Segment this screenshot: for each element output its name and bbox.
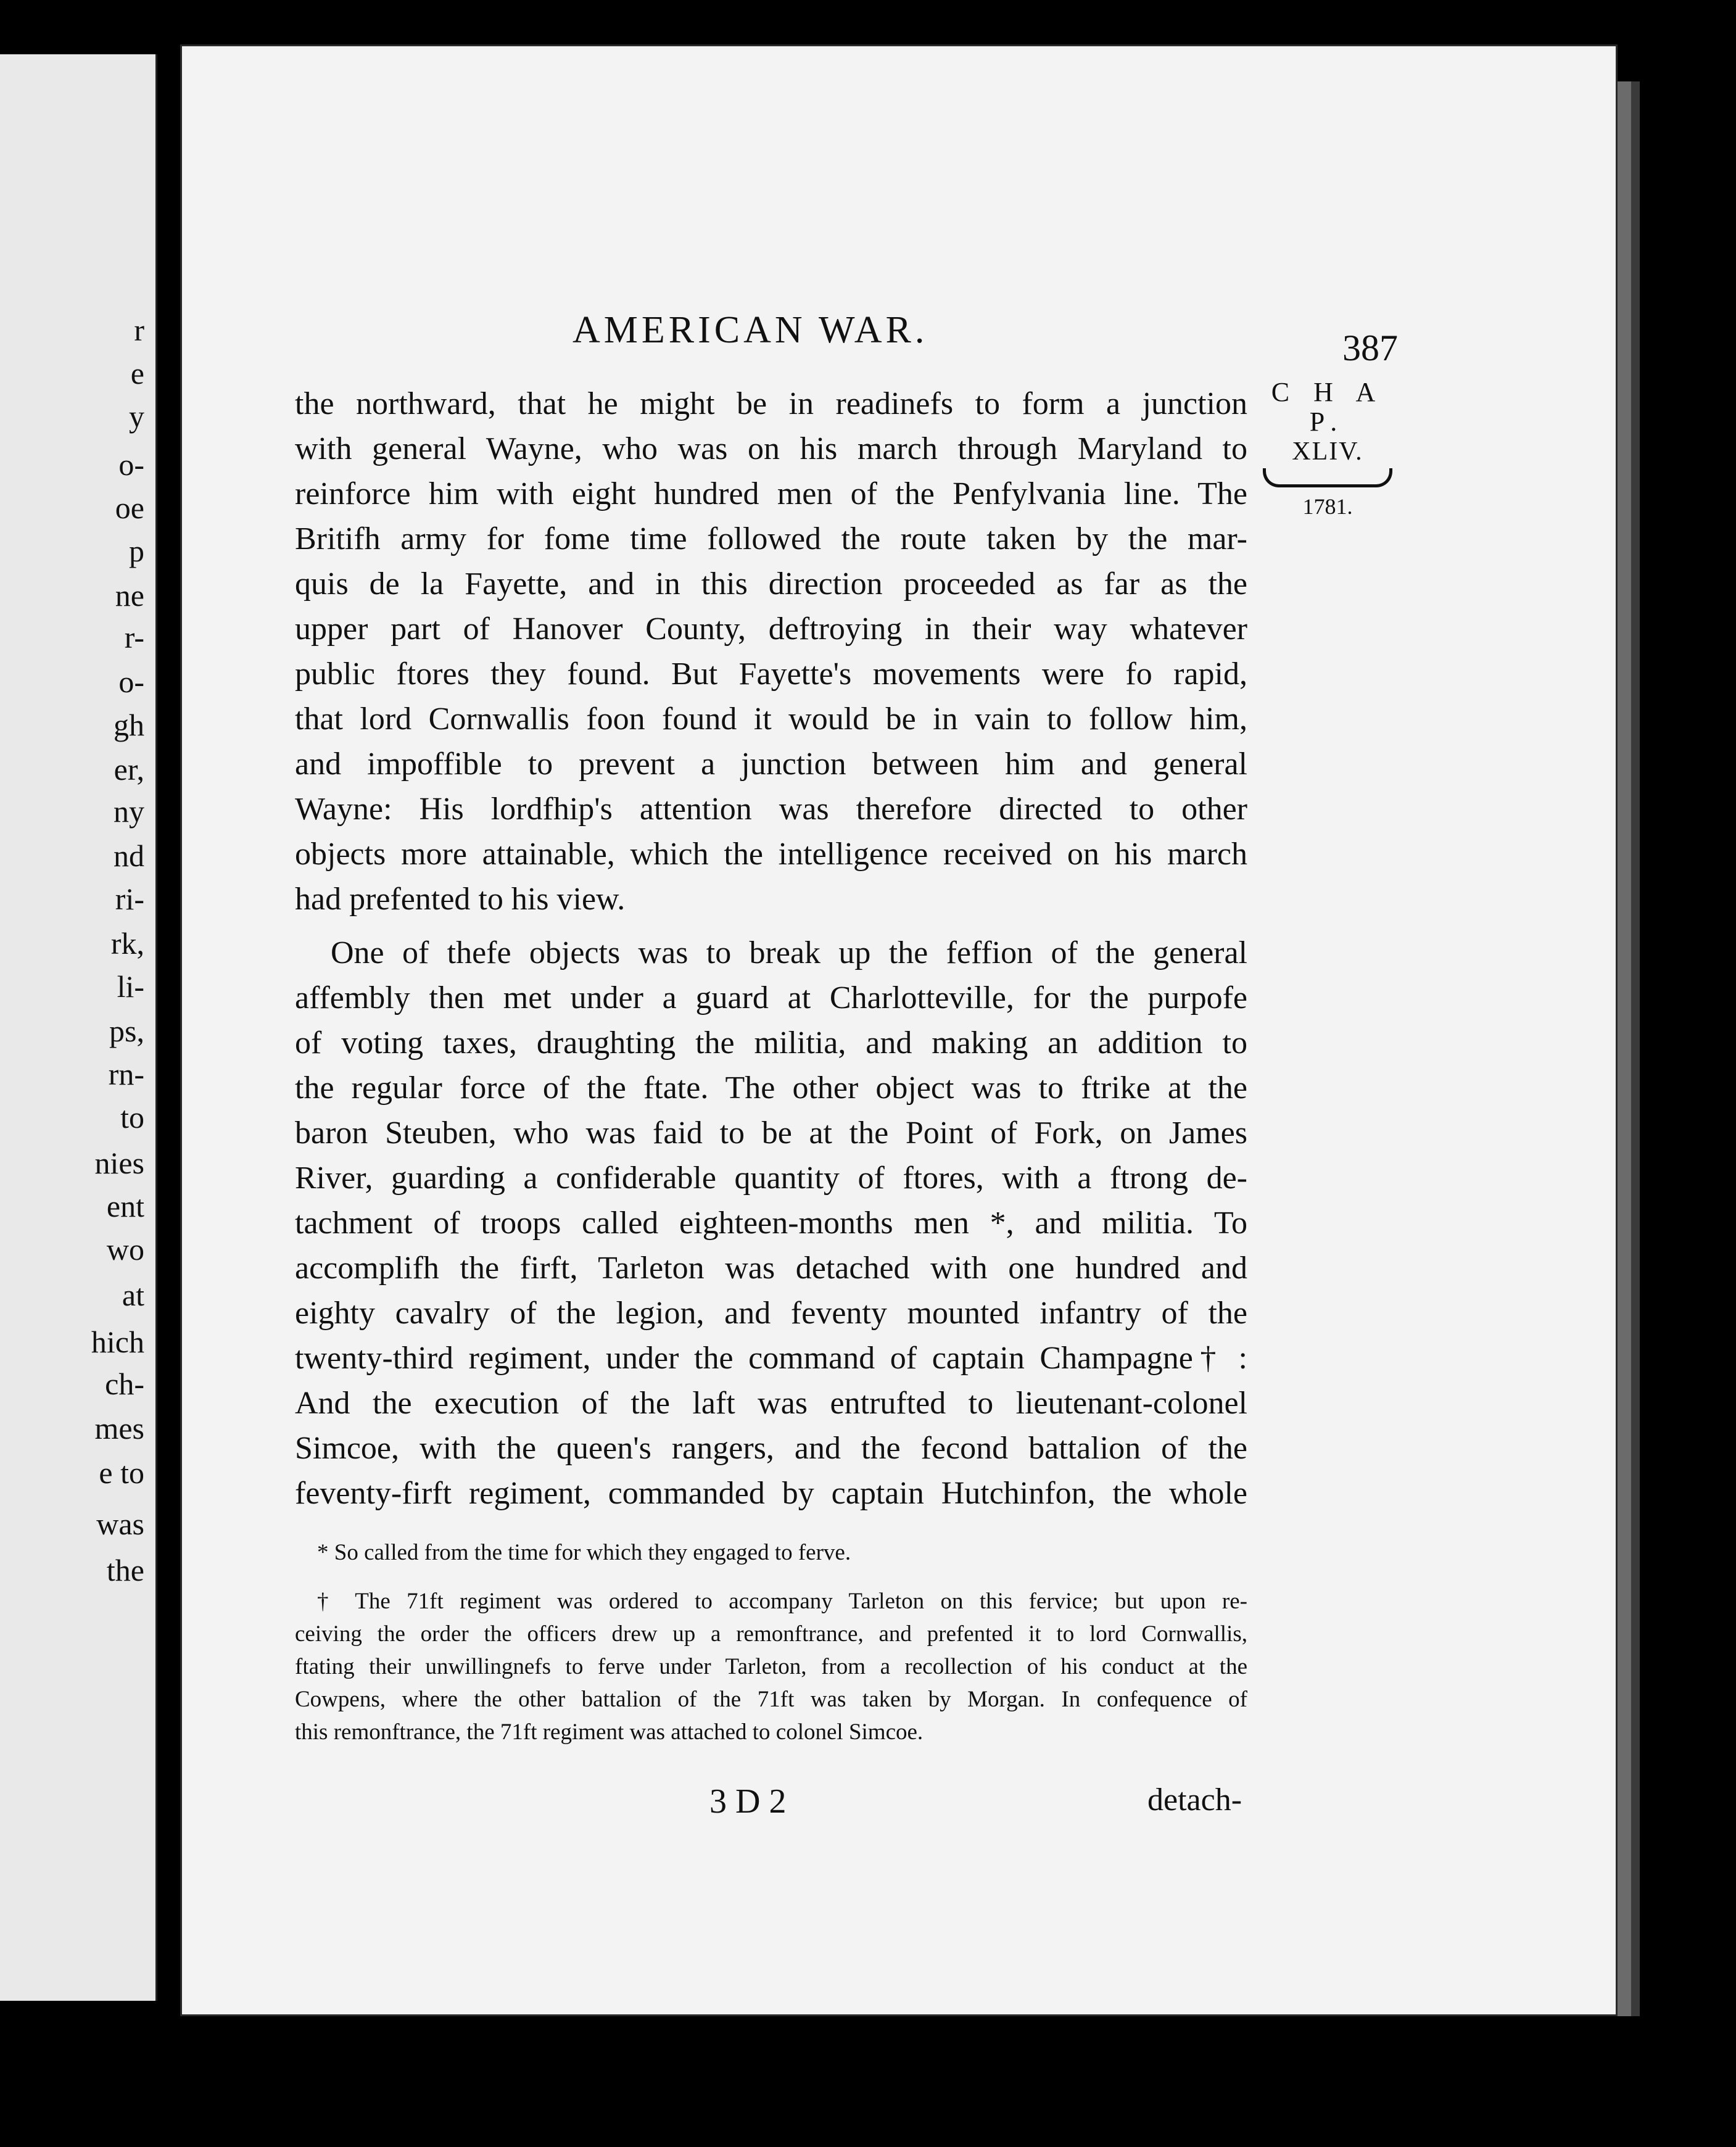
text-line: ceiving the order the officers drew up a remonftrance, and prefented it to lord Cornwallis, bbox=[295, 1621, 1247, 1647]
chapter-number: XLIV. bbox=[1292, 437, 1363, 466]
left-page-text: rn- bbox=[108, 1057, 144, 1091]
left-page-text: e bbox=[130, 356, 144, 391]
text-line: And the execution of the laft was entrufted to lieutenant-colonel bbox=[295, 1386, 1247, 1421]
left-page-text: the bbox=[106, 1553, 144, 1587]
text-line: this remonftrance, the 71ft regiment was attached to colonel Simcoe. bbox=[295, 1719, 924, 1745]
running-head: AMERICAN WAR. bbox=[572, 309, 928, 351]
footnote-2 bbox=[295, 1585, 1247, 1748]
text-line: reinforce him with eight hundred men of the Penfylvania line. The bbox=[295, 476, 1247, 511]
text-line: that lord Cornwallis foon found it would be in vain to follow him, bbox=[295, 701, 1247, 737]
left-page-text: hich bbox=[91, 1325, 144, 1359]
left-page-text: mes bbox=[94, 1411, 144, 1446]
text-line: Wayne: His lordfhip's attention was therefore directed to other bbox=[295, 792, 1247, 827]
paragraph-2 bbox=[295, 930, 1247, 1516]
left-page-text: ny bbox=[114, 794, 144, 829]
margin-note bbox=[1254, 378, 1402, 519]
left-page-text: ne bbox=[115, 578, 144, 613]
text-line: Simcoe, with the queen's rangers, and the fecond battalion of the bbox=[295, 1431, 1247, 1466]
left-page-text: r- bbox=[124, 620, 144, 655]
text-line: and impoffible to prevent a junction between him and general bbox=[295, 747, 1247, 782]
text-line: affembly then met under a guard at Charlotteville, for the purpofe bbox=[295, 980, 1247, 1016]
left-page-text: r bbox=[134, 313, 144, 347]
left-page-text: wo bbox=[106, 1232, 144, 1267]
paragraph-1 bbox=[295, 381, 1247, 922]
left-page-text: e to bbox=[99, 1455, 144, 1490]
left-page-text: was bbox=[96, 1507, 144, 1541]
text-line: the northward, that he might be in readinefs to form a junction bbox=[295, 386, 1247, 421]
left-page-text: ri- bbox=[115, 882, 144, 916]
text-line: of voting taxes, draughting the militia, and making an addition to bbox=[295, 1025, 1247, 1061]
text-line: quis de la Fayette, and in this direction proceeded as far as the bbox=[295, 566, 1247, 602]
text-line: eighty cavalry of the legion, and feventy mounted infantry of the bbox=[295, 1296, 1247, 1331]
text-line: † The 71ft regiment was ordered to accompany Tarleton on this fervice; but upon re- bbox=[317, 1589, 1247, 1614]
left-page-text: rk, bbox=[110, 926, 144, 961]
text-line: feventy-firft regiment, commanded by captain Hutchinfon, the whole bbox=[295, 1476, 1247, 1511]
text-line: twenty-third regiment, under the command of captain Champagne† : bbox=[295, 1341, 1247, 1376]
chapter-label: C H A P. bbox=[1271, 377, 1384, 437]
text-line: objects more attainable, which the intelligence received on his march bbox=[295, 837, 1247, 872]
left-page-text: o- bbox=[118, 664, 144, 699]
text-line: with general Wayne, who was on his march through Maryland to bbox=[295, 431, 1247, 466]
page-edge bbox=[1618, 81, 1631, 2016]
left-page-text: o- bbox=[118, 447, 144, 482]
left-page-text: li- bbox=[117, 969, 144, 1004]
left-page-text: p bbox=[129, 534, 144, 568]
page-number: 387 bbox=[1342, 328, 1398, 368]
footnotes bbox=[295, 1536, 1247, 1748]
text-line: Cowpens, where the other battalion of the 71ft was taken by Morgan. In confequence of bbox=[295, 1687, 1247, 1712]
brace-mark bbox=[1263, 468, 1392, 487]
left-page-text: to bbox=[120, 1100, 144, 1135]
left-page-text: oe bbox=[115, 490, 144, 525]
page-edge-shadow bbox=[1631, 81, 1640, 2016]
signature-mark: 3 D 2 bbox=[709, 1782, 787, 1821]
left-page-text: y bbox=[129, 399, 144, 434]
left-page-text: ps, bbox=[109, 1014, 144, 1048]
text-line: upper part of Hanover County, deftroying in their way whatever bbox=[295, 611, 1247, 647]
left-page-text: nies bbox=[94, 1146, 144, 1180]
text-line: River, guarding a confiderable quantity of ftores, with a ftrong de- bbox=[295, 1160, 1247, 1196]
left-page-text: nd bbox=[114, 838, 144, 873]
text-line: Britifh army for fome time followed the route taken by the mar- bbox=[295, 521, 1247, 556]
left-page-text: ch- bbox=[105, 1367, 144, 1401]
catchword: detach- bbox=[1147, 1782, 1242, 1818]
text-line: accomplifh the firft, Tarleton was detached with one hundred and bbox=[295, 1251, 1247, 1286]
margin-year: 1781. bbox=[1302, 494, 1353, 519]
body-text bbox=[295, 381, 1247, 1516]
left-page-text: ent bbox=[106, 1189, 144, 1223]
footnote-1: * So called from the time for which they engaged to ferve. bbox=[317, 1540, 851, 1565]
left-page-text: gh bbox=[114, 708, 144, 742]
text-line: tachment of troops called eighteen-months men *, and militia. To bbox=[295, 1206, 1247, 1241]
left-page-fragment bbox=[0, 54, 157, 2001]
text-line: public ftores they found. But Fayette's movements were fo rapid, bbox=[295, 656, 1247, 692]
text-line: ftating their unwillingnefs to ferve under Tarleton, from a recollection of his conduct at the bbox=[295, 1654, 1247, 1679]
left-page-text: at bbox=[122, 1278, 144, 1312]
text-line: One of thefe objects was to break up the feffion of the general bbox=[331, 935, 1247, 970]
text-line: the regular force of the ftate. The other object was to ftrike at the bbox=[295, 1070, 1247, 1106]
text-line: baron Steuben, who was faid to be at the Point of Fork, on James bbox=[295, 1115, 1247, 1151]
left-page-text: er, bbox=[114, 752, 144, 787]
text-line: had prefented to his view. bbox=[295, 882, 626, 917]
